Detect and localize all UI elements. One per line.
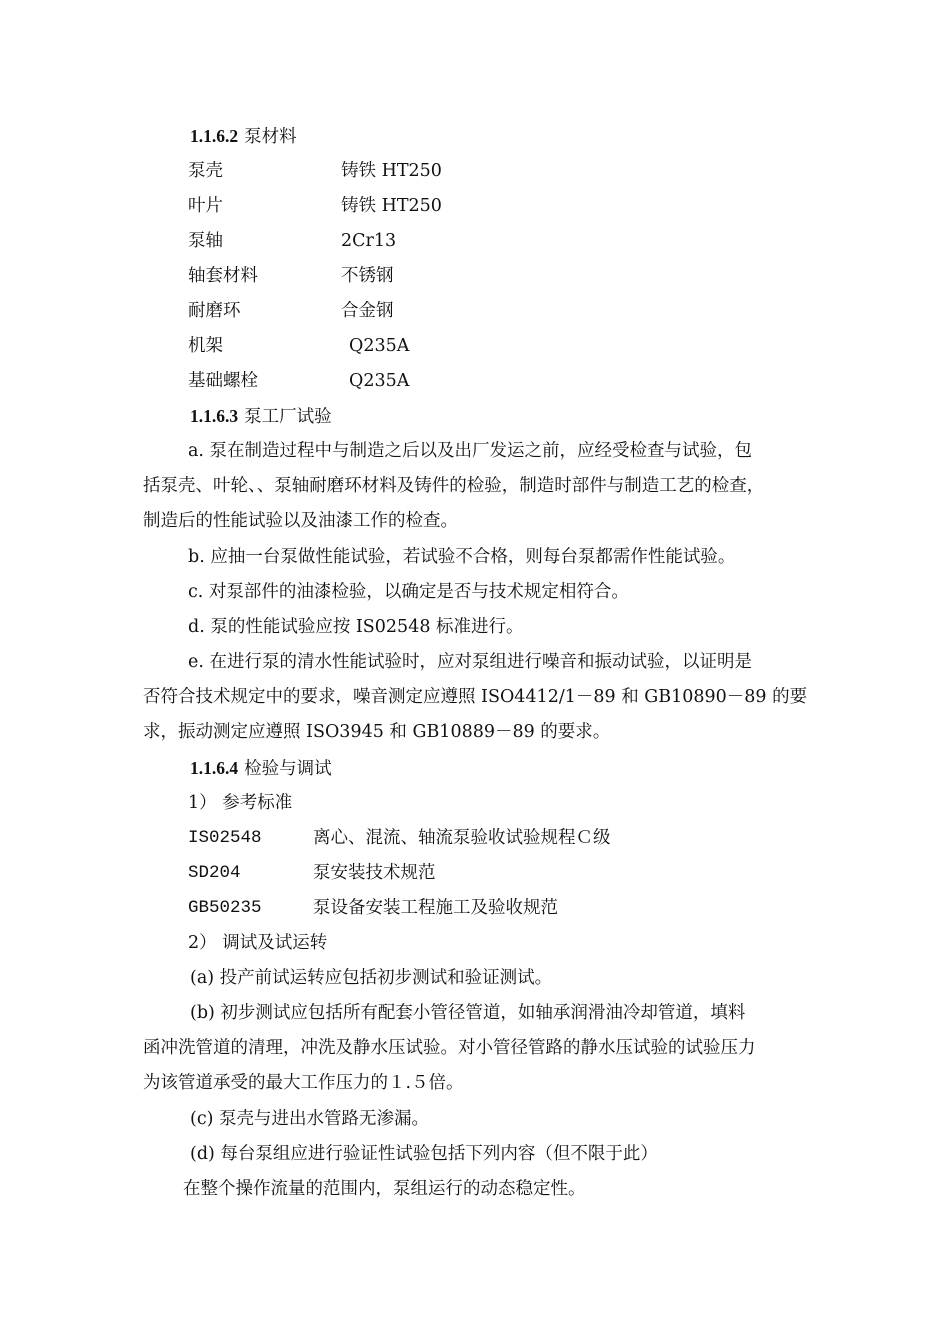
material-value: 不锈钢 xyxy=(341,266,394,286)
section-number: 1.1.6.4 xyxy=(190,758,239,778)
material-name: 泵轴 xyxy=(188,231,223,251)
material-name: 叶片 xyxy=(188,196,223,216)
reference-standards-heading: 1） 参考标准 xyxy=(188,793,293,813)
item-c: (c) 泵壳与进出水管路无渗漏。 xyxy=(190,1109,430,1129)
item-a: (a) 投产前试运转应包括初步测试和验证测试。 xyxy=(190,968,553,988)
section-heading-1163 xyxy=(190,404,332,429)
material-value: 2Cr13 xyxy=(341,231,397,251)
material-value: Q235A xyxy=(349,371,410,391)
standard-desc: 离心、混流、轴流泵验收试验规程Ｃ级 xyxy=(313,828,611,848)
section-title: 泵工厂试验 xyxy=(244,407,332,427)
paragraph-a-line: a. 泵在制造过程中与制造之后以及出厂发运之前，应经受检查与试验，包 xyxy=(188,441,753,461)
material-value: 合金钢 xyxy=(341,301,394,321)
material-name: 轴套材料 xyxy=(188,266,258,286)
standard-code: SD204 xyxy=(188,863,241,883)
paragraph-e-line: 求，振动测定应遵照 ISO3945 和 GB10889－89 的要求。 xyxy=(143,722,611,742)
item-d-sub: 在整个操作流量的范围内，泵组运行的动态稳定性。 xyxy=(183,1179,586,1199)
paragraph-e-line: e. 在进行泵的清水性能试验时，应对泵组进行噪音和振动试验，以证明是 xyxy=(188,652,752,672)
paragraph-e-line: 否符合技术规定中的要求，噪音测定应遵照 ISO4412/1－89 和 GB10890－89 的要 xyxy=(143,687,808,707)
section-heading-1162 xyxy=(190,124,297,149)
paragraph-a-line: 括泵壳、叶轮、、泵轴耐磨环材料及铸件的检验，制造时部件与制造工艺的检查， xyxy=(143,476,765,496)
material-value: Q235A xyxy=(349,336,410,356)
standard-code: GB50235 xyxy=(188,898,262,918)
section-title: 检验与调试 xyxy=(244,759,332,779)
section-number: 1.1.6.3 xyxy=(190,406,239,426)
section-number: 1.1.6.2 xyxy=(190,126,239,146)
paragraph-c: c. 对泵部件的油漆检验，以确定是否与技术规定相符合。 xyxy=(188,582,629,602)
standard-code: IS02548 xyxy=(188,828,262,848)
material-value: 铸铁 HT250 xyxy=(341,161,442,181)
paragraph-d: d. 泵的性能试验应按 IS02548 标准进行。 xyxy=(188,617,524,637)
standard-desc: 泵设备安装工程施工及验收规范 xyxy=(313,898,558,918)
material-name: 耐磨环 xyxy=(188,301,241,321)
material-value: 铸铁 HT250 xyxy=(341,196,442,216)
paragraph-b: b. 应抽一台泵做性能试验，若试验不合格，则每台泵都需作性能试验。 xyxy=(188,547,736,567)
section-heading-1164 xyxy=(190,756,332,781)
item-b-line: (b) 初步测试应包括所有配套小管径管道，如轴承润滑油冷却管道，填料 xyxy=(190,1003,746,1023)
material-name: 基础螺栓 xyxy=(188,371,258,391)
item-d: (d) 每台泵组应进行验证性试验包括下列内容（但不限于此） xyxy=(190,1144,658,1164)
section-title: 泵材料 xyxy=(244,127,297,147)
item-b-line: 函冲洗管道的清理，冲洗及静水压试验。对小管径管路的静水压试验的试验压力 xyxy=(143,1038,756,1058)
material-name: 机架 xyxy=(188,336,223,356)
item-b-line: 为该管道承受的最大工作压力的１.５倍。 xyxy=(143,1073,464,1093)
standard-desc: 泵安装技术规范 xyxy=(313,863,436,883)
commissioning-heading: 2） 调试及试运转 xyxy=(188,933,328,953)
paragraph-a-line: 制造后的性能试验以及油漆工作的检查。 xyxy=(143,511,458,531)
material-name: 泵壳 xyxy=(188,161,223,181)
